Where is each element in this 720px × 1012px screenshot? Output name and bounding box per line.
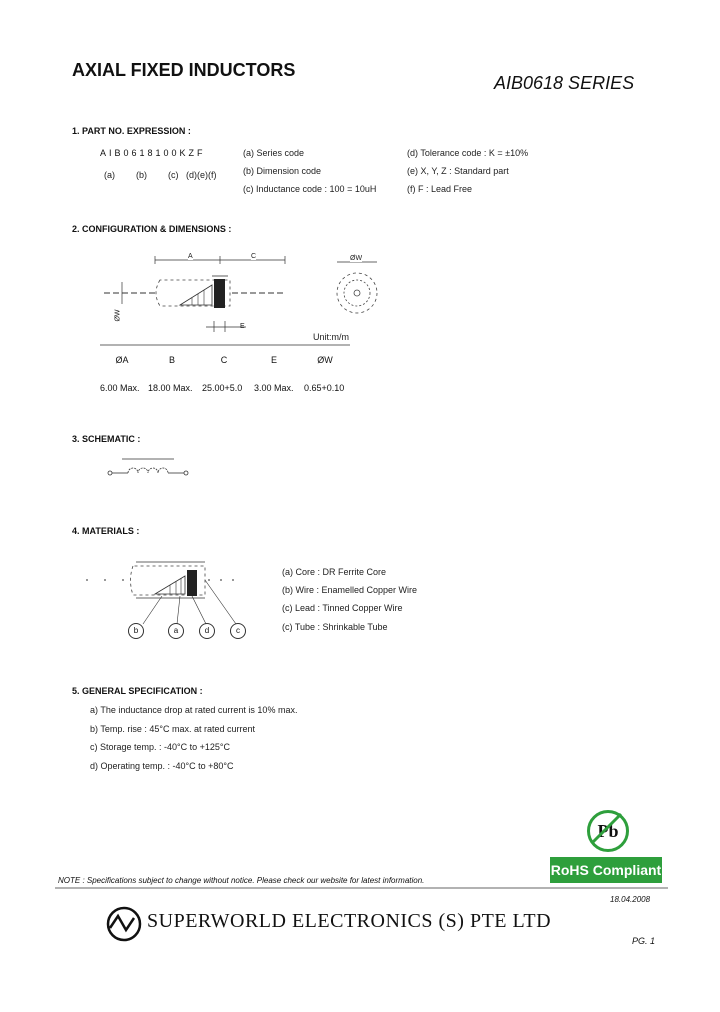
table-value-a: 6.00 Max. <box>100 383 140 393</box>
dim-label-a: A <box>188 253 193 260</box>
material-tube: (c) Tube : Shrinkable Tube <box>282 622 388 632</box>
inductance-code-desc: (c) Inductance code : 100 = 10uH <box>243 184 377 194</box>
table-value-e: 3.00 Max. <box>254 383 294 393</box>
dimension-code-desc: (b) Dimension code <box>243 166 322 176</box>
material-lead: (c) Lead : Tinned Copper Wire <box>282 603 403 613</box>
spec-storage-temp: c) Storage temp. : -40°C to +125°C <box>90 742 231 752</box>
unit-label: Unit:m/m <box>313 332 349 342</box>
section-schematic-heading: 3. SCHEMATIC : <box>72 434 141 444</box>
table-header-c: C <box>220 355 228 365</box>
series-code-desc: (a) Series code <box>243 148 305 158</box>
page-title: AXIAL FIXED INDUCTORS <box>72 60 296 80</box>
section-config-heading: 2. CONFIGURATION & DIMENSIONS : <box>72 224 232 234</box>
dim-label-c: C <box>251 253 257 260</box>
spec-operating-temp: d) Operating temp. : -40°C to +80°C <box>90 761 234 771</box>
callout-c: c <box>230 623 246 639</box>
rohs-badge: RoHS Compliant <box>550 857 662 883</box>
page-number: PG. 1 <box>632 936 656 946</box>
code-label-a: (a) <box>104 170 115 180</box>
standard-part-desc: (e) X, Y, Z : Standard part <box>407 166 509 176</box>
spec-inductance-drop: a) The inductance drop at rated current is 10% max. <box>90 705 298 715</box>
footer-note: NOTE : Specifications subject to change without notice. Please check our website for latest information. <box>58 876 425 885</box>
table-value-c: 25.00+5.0 <box>202 383 243 393</box>
spec-temp-rise: b) Temp. rise : 45°C max. at rated current <box>90 724 255 734</box>
table-header-b: B <box>168 355 175 365</box>
lead-free-icon: Pb <box>587 810 629 852</box>
table-header-e: E <box>270 355 277 365</box>
company-name: SUPERWORLD ELECTRONICS (S) PTE LTD <box>147 910 552 932</box>
table-value-b: 18.00 Max. <box>148 383 193 393</box>
material-wire: (b) Wire : Enamelled Copper Wire <box>282 585 418 595</box>
callout-b: b <box>128 623 144 639</box>
dim-label-ow: ØW <box>350 255 363 262</box>
lead-free-desc: (f) F : Lead Free <box>407 184 473 194</box>
part-number-code: AIB0618100KZF <box>100 148 206 158</box>
code-label-c: (c) <box>168 170 179 180</box>
section-materials-heading: 4. MATERIALS : <box>72 526 140 536</box>
table-value-w: 0.65+0.10 <box>304 383 345 393</box>
series-name: AIB0618 SERIES <box>494 73 635 93</box>
dim-label-e: E <box>240 323 245 330</box>
company-logo-icon <box>104 904 144 944</box>
code-label-def: (d)(e)(f) <box>186 170 217 180</box>
section-part-no-heading: 1. PART NO. EXPRESSION : <box>72 126 191 136</box>
revision-date: 18.04.2008 <box>610 895 651 904</box>
code-label-b: (b) <box>136 170 147 180</box>
section-general-heading: 5. GENERAL SPECIFICATION : <box>72 686 203 696</box>
tolerance-code-desc: (d) Tolerance code : K = ±10% <box>407 148 529 158</box>
callout-d: d <box>199 623 215 639</box>
dim-label-w: ØW <box>114 309 122 322</box>
table-header-a: ØA <box>115 355 129 365</box>
material-core: (a) Core : DR Ferrite Core <box>282 567 387 577</box>
table-header-w: ØW <box>317 355 333 365</box>
callout-a: a <box>168 623 184 639</box>
